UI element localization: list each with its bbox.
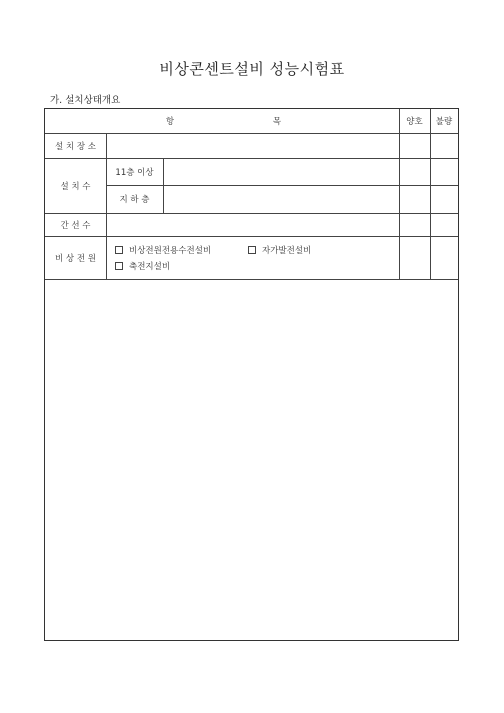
option-label: 비상전원전용수전설비	[129, 246, 212, 256]
label-install-count: 설 치 수	[60, 181, 91, 192]
sublabel-column-line	[163, 158, 164, 213]
header-good: 양호	[406, 117, 423, 127]
good-column-line	[399, 109, 400, 279]
notes-area[interactable]	[45, 280, 458, 640]
checkbox-icon[interactable]	[248, 246, 256, 254]
option-dedicated-power-receiving[interactable]	[115, 244, 211, 256]
label-trunk-lines: 간 선 수	[60, 220, 91, 231]
header-bad: 불량	[435, 117, 453, 127]
inspection-table	[44, 108, 459, 641]
document-title: 비상콘센트설비 성능시험표	[159, 60, 345, 78]
header-item-left: 항	[165, 117, 175, 127]
header-item-right: 목	[272, 117, 282, 127]
checkbox-icon[interactable]	[115, 246, 123, 254]
label-emergency-power: 비 상 전 원	[55, 253, 96, 264]
option-self-generation[interactable]	[248, 244, 311, 256]
checkbox-icon[interactable]	[115, 262, 123, 270]
bad-column-line	[430, 109, 431, 279]
label-floors-11-plus: 11층 이상	[115, 167, 154, 178]
option-label: 자가발전설비	[262, 246, 312, 256]
label-basement: 지 하 층	[119, 195, 150, 205]
option-label: 축전지설비	[129, 262, 171, 272]
label-install-location: 설 치 장 소	[55, 141, 96, 152]
option-battery[interactable]	[115, 260, 170, 272]
section-heading: 가. 설치상태개요	[50, 95, 121, 106]
